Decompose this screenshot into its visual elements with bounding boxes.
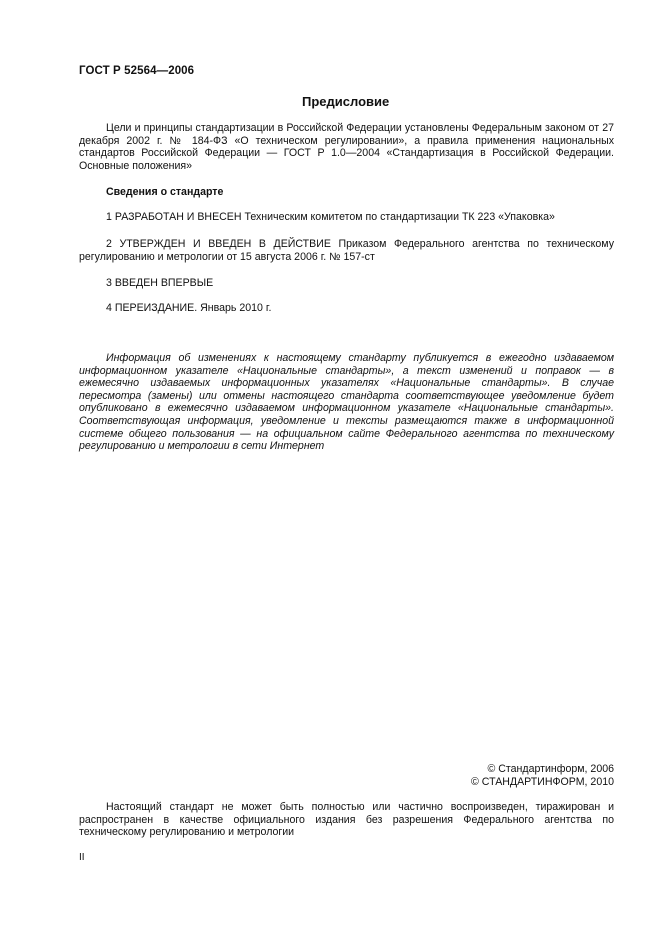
page-number: II [79, 852, 85, 863]
page-title [302, 94, 389, 109]
intro-paragraph: Цели и принципы стандартизации в Российской Федерации установлены Федеральным законом от 27 декабря 2002 г. № 184-ФЗ «О техническом регулировании», а правила применения национальных стандартов Российской Федерации — ГОСТ Р 1.0—2004 «Стандартизация в Российской Федерации. Основные положения» [79, 122, 614, 172]
title-text: Предисловие [302, 94, 390, 109]
standard-info-heading: Сведения о стандарте [106, 186, 224, 198]
copyright-line-1: © Стандартинформ, 2006 [487, 763, 614, 775]
document-code: ГОСТ Р 52564—2006 [79, 65, 195, 77]
reproduction-notice: Настоящий стандарт не может быть полностью или частично воспроизведен, тиражирован и распространен в качестве официального издания без разрешения Федерального агентства по техническому регулированию и метрологии [79, 801, 614, 839]
standard-info-item-1: 1 РАЗРАБОТАН И ВНЕСЕН Техническим комитетом по стандартизации ТК 223 «Упаковка» [106, 211, 555, 223]
standard-info-item-2: 2 УТВЕРЖДЕН И ВВЕДЕН В ДЕЙСТВИЕ Приказом Федерального агентства по техническому регулированию и метрологии от 15 августа 2006 г. № 157-ст [79, 238, 614, 263]
copyright-line-2: © СТАНДАРТИНФОРМ, 2010 [471, 776, 614, 788]
changes-info-paragraph: Информация об изменениях к настоящему стандарту публикуется в ежегодно издаваемом информационном указателе «Национальные стандарты», а текст изменений и поправок — в ежемесячно издаваемых информационных указателях «Национальные стандарты». В случае пересмотра (замены) или отмены настоящего стандарта соответствующее уведомление будет опубликовано в ежемесячно издаваемом информационном указателе «Национальные стандарты». Соответствующая информация, уведомление и тексты размещаются также в информационной системе общего пользования — на официальном сайте Федерального агентства по техническому регулированию и метрологии в сети Интернет [79, 352, 614, 453]
standard-info-item-4: 4 ПЕРЕИЗДАНИЕ. Январь 2010 г. [106, 302, 272, 314]
standard-info-item-3: 3 ВВЕДЕН ВПЕРВЫЕ [106, 277, 214, 289]
